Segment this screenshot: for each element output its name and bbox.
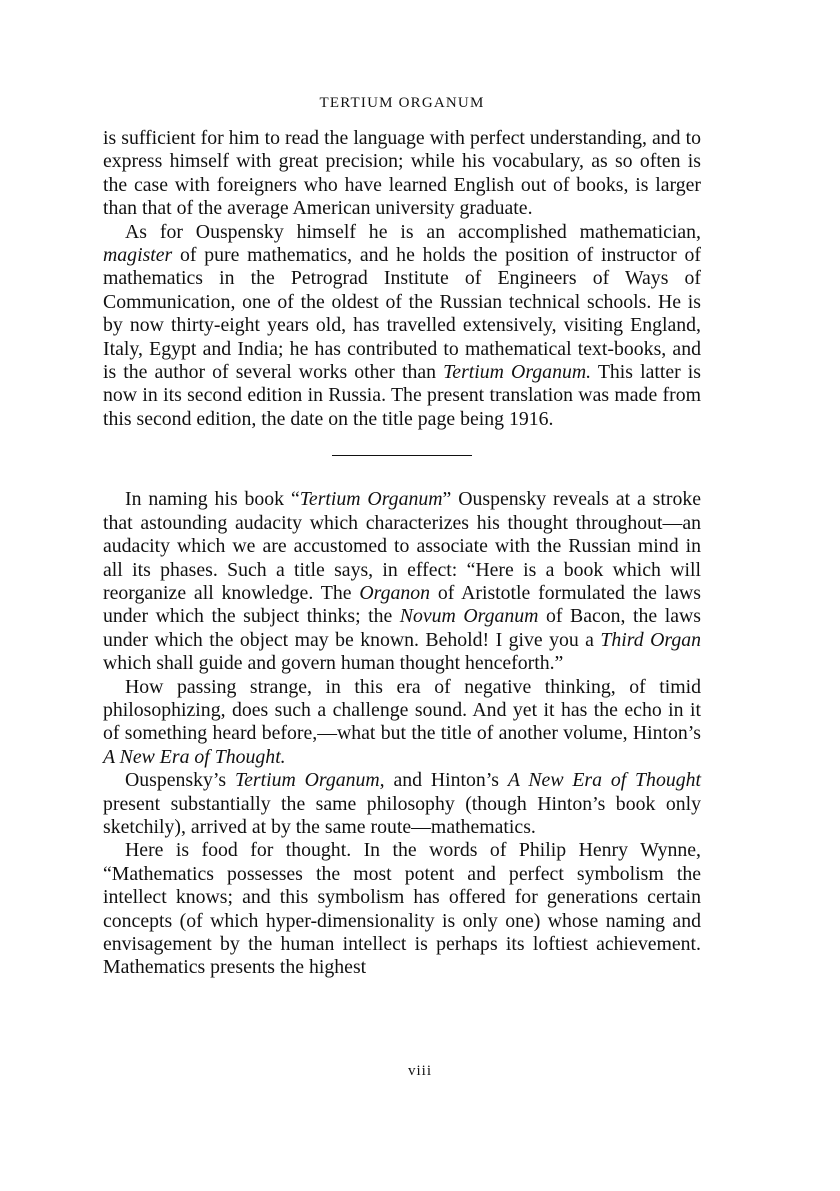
italic-run: Tertium Organum: [299, 488, 443, 511]
text-run: of Bacon, the laws under which the object may be known. Behold! I give you a: [103, 605, 701, 651]
italic-run: Tertium Organum.: [443, 361, 592, 384]
text-run: present substantially the same philosophy (though Hinton’s book only sketchily), arrived at by the same route—mathematics.: [103, 792, 701, 838]
page-number: viii: [407, 1063, 432, 1079]
paragraph-6: Here is food for thought. In the words of Philip Henry Wynne, “Mathematics possesses the most potent and perfect symbolism the intellect knows; and this symbolism has offered for generations certain concepts (of which hyper-dimensionality is only one) whose naming and envisagement by the human intellect is perhaps its loftiest achievement. Mathematics presents the highest: [103, 839, 701, 979]
italic-run: Tertium Organum,: [234, 769, 385, 792]
text-run: of pure mathematics, and he holds the position of instructor of mathematics in the Petrograd Institute of Engineers of Ways of Communication, one of the oldest of the Russian technical schools. He is by now thirty-eight years old, has travelled extensively, visiting England, Italy, Egypt and India; he has contributed to mathematical text-books, and is the author of several works other than: [103, 244, 701, 384]
text-run: of Aristotle formulated the laws under which the subject thinks; the: [103, 581, 701, 628]
page-body: [103, 93, 701, 980]
text-run: This latter is now in its second edition in Russia. The present translation was made from this second edition, the date on the title page being 1916.: [103, 361, 701, 430]
paragraph-5: [103, 769, 701, 839]
paragraph-2: [103, 221, 701, 432]
text-run: In naming his book “: [125, 488, 300, 511]
italic-run: magister: [103, 244, 173, 267]
paragraph-3: [103, 488, 701, 675]
text-run: How passing strange, in this era of negative thinking, of timid philosophizing, does such a challenge sound. And yet it has the echo in it of something heard before,—what but the title of another volume, Hinton’s: [103, 675, 701, 745]
italic-run: A New Era of Thought: [507, 769, 701, 792]
paragraph-4: [103, 676, 701, 770]
italic-run: Third Organ: [600, 628, 702, 651]
text-run: which shall guide and govern human thought henceforth.”: [103, 652, 564, 675]
paragraph-1: is sufficient for him to read the language with perfect understanding, and to express himself with great precision; while his vocabulary, as so often is the case with foreigners who have learned English out of books, is larger than that of the average American university graduate.: [103, 127, 701, 220]
section-divider: [332, 455, 472, 456]
italic-run: A New Era of Thought.: [103, 745, 286, 768]
text-run: and Hinton’s: [384, 769, 508, 792]
running-head: TERTIUM ORGANUM: [319, 95, 485, 111]
italic-run: Organon: [359, 581, 431, 604]
italic-run: Novum Organum: [399, 605, 539, 628]
text-run: As for Ouspensky himself he is an accomplished mathematician,: [125, 220, 701, 243]
text-run: Ouspensky’s: [125, 769, 235, 792]
text-run: ” Ouspensky reveals at a stroke that astounding audacity which characterizes his thought throughout—an audacity which we are accustomed to associate with the Russian mind in all its phases. Such a title says, in effect: “Here is a book which will reorganize all knowledge. The: [103, 488, 702, 604]
